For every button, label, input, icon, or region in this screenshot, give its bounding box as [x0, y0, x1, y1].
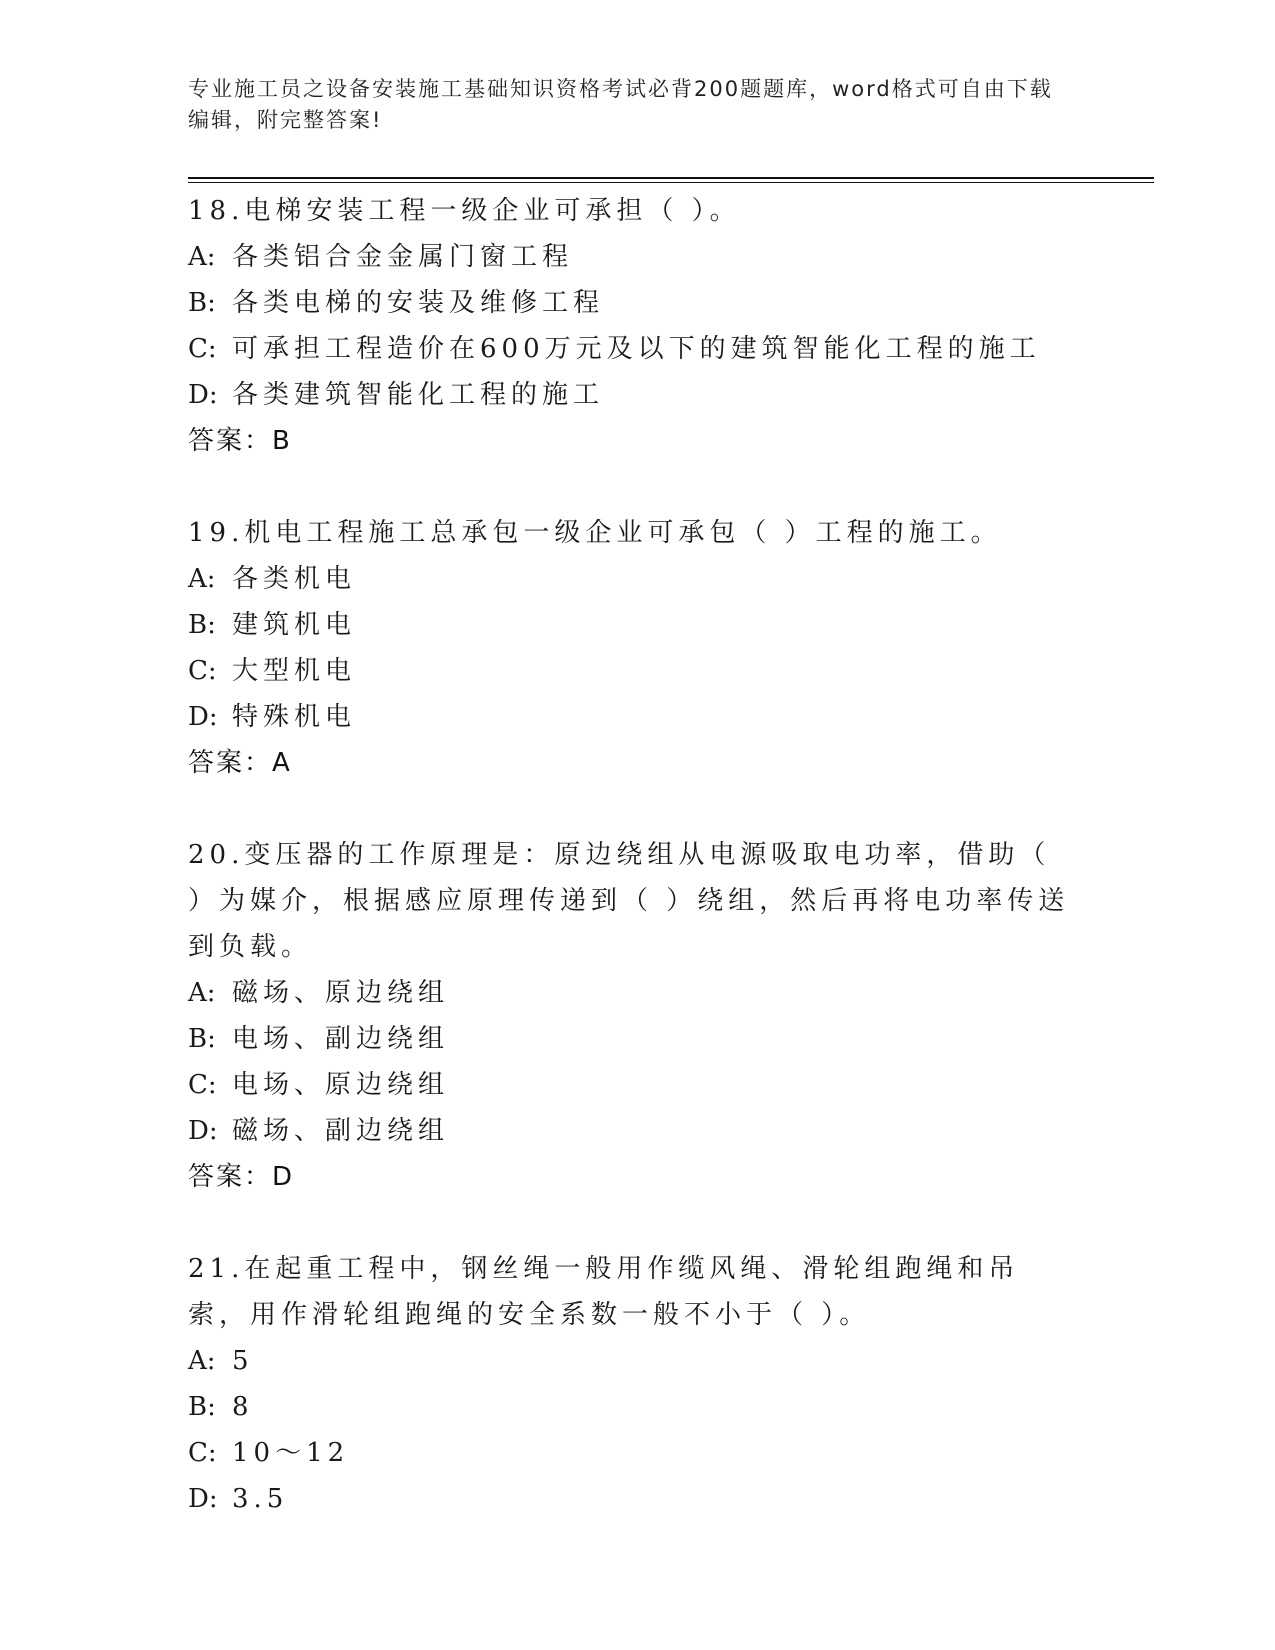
option-key: C:	[188, 1438, 217, 1468]
option-key: A:	[188, 1346, 216, 1376]
option-text: 特殊机电	[232, 702, 357, 732]
option-d	[188, 372, 1088, 418]
option-text: 建筑机电	[232, 610, 357, 640]
header-divider-thin	[188, 182, 1154, 183]
option-key: C:	[188, 656, 217, 686]
option-key: A:	[188, 564, 216, 594]
option-c	[188, 1430, 1088, 1476]
answer-label: 答案：B	[188, 426, 292, 456]
option-c	[188, 326, 1088, 372]
option-text: 各类建筑智能化工程的施工	[232, 380, 605, 410]
option-key: B:	[188, 610, 216, 640]
option-text: 各类电梯的安装及维修工程	[232, 288, 605, 318]
option-text: 5	[232, 1346, 254, 1376]
document-header: 专业施工员之设备安装施工基础知识资格考试必背200题题库，word格式可自由下载编辑，附完整答案!	[188, 77, 1053, 132]
option-key: A:	[188, 242, 216, 272]
option-a	[188, 1338, 1088, 1384]
option-key: C:	[188, 334, 217, 364]
option-d	[188, 1108, 1088, 1154]
question-stem: 21.在起重工程中，钢丝绳一般用作缆风绳、滑轮组跑绳和吊索，用作滑轮组跑绳的安全系数一般不小于（ ）。	[188, 1254, 1020, 1330]
option-key: A:	[188, 978, 216, 1008]
question-21	[188, 1246, 1088, 1522]
option-key: D:	[188, 1116, 218, 1146]
option-text: 各类铝合金金属门窗工程	[232, 242, 574, 272]
option-a	[188, 234, 1088, 280]
option-text: 8	[232, 1392, 254, 1422]
option-text: 磁场、原边绕组	[232, 978, 450, 1008]
question-list	[188, 188, 1088, 1522]
question-18	[188, 188, 1088, 464]
question-stem: 18.电梯安装工程一级企业可承担（ ）。	[188, 196, 741, 226]
option-text: 电场、副边绕组	[232, 1024, 450, 1054]
option-text: 大型机电	[232, 656, 357, 686]
option-key: D:	[188, 380, 218, 410]
option-key: D:	[188, 702, 218, 732]
option-c	[188, 648, 1088, 694]
question-19	[188, 510, 1088, 786]
answer-label: 答案：D	[188, 1162, 295, 1192]
option-text: 电场、原边绕组	[232, 1070, 450, 1100]
question-stem: 19.机电工程施工总承包一级企业可承包（ ）工程的施工。	[188, 518, 1002, 548]
option-a	[188, 556, 1088, 602]
option-key: B:	[188, 1024, 216, 1054]
option-d	[188, 694, 1088, 740]
option-b	[188, 1384, 1088, 1430]
option-b	[188, 602, 1088, 648]
option-d	[188, 1476, 1088, 1522]
option-text: 磁场、副边绕组	[232, 1116, 450, 1146]
option-c	[188, 1062, 1088, 1108]
option-b	[188, 1016, 1088, 1062]
question-20	[188, 832, 1088, 1200]
option-key: B:	[188, 1392, 216, 1422]
header-divider-thick	[188, 177, 1154, 179]
answer-label: 答案：A	[188, 748, 292, 778]
option-text: 3.5	[232, 1484, 289, 1514]
option-key: B:	[188, 288, 216, 318]
option-key: D:	[188, 1484, 218, 1514]
option-key: C:	[188, 1070, 217, 1100]
option-text: 可承担工程造价在600万元及以下的建筑智能化工程的施工	[232, 334, 1041, 364]
option-a	[188, 970, 1088, 1016]
option-text: 各类机电	[232, 564, 357, 594]
option-b	[188, 280, 1088, 326]
option-text: 10～12	[232, 1438, 350, 1468]
question-stem: 20.变压器的工作原理是：原边绕组从电源吸取电功率，借助（ ）为媒介，根据感应原理传递到（ ）绕组，然后再将电功率传送到负载。	[188, 840, 1070, 962]
